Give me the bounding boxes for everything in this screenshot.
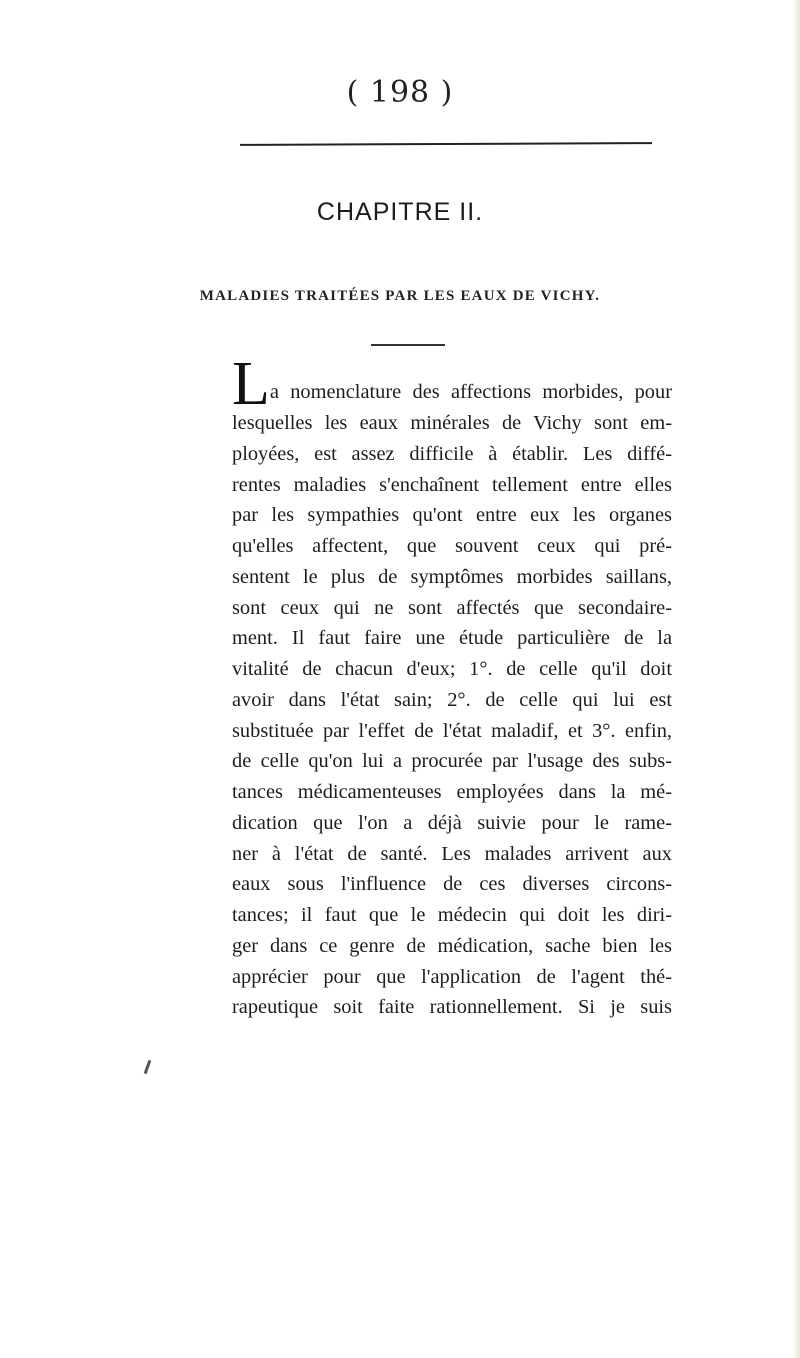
text-line: de celle qu'on lui a procurée par l'usage des subs- xyxy=(232,750,672,773)
page-number: ( 198 ) xyxy=(346,75,454,110)
page-edge-shadow xyxy=(792,0,800,1358)
text-line: ployées, est assez difficile à établir. Les diffé- xyxy=(232,442,672,465)
text-line: vitalité de chacun d'eux; 1°. de celle qu'il doit xyxy=(232,658,672,680)
ink-mark xyxy=(144,1060,152,1074)
text-line: ment. Il faut faire une étude particulière de la xyxy=(232,627,672,650)
text-line: ner à l'état de santé. Les malades arrivent aux xyxy=(232,842,672,865)
text-line: ger dans ce genre de médication, sache bien les xyxy=(232,934,672,957)
text-line: rapeutique soit faite rationnellement. Si je suis xyxy=(232,996,672,1019)
text-line: par les sympathies qu'ont entre eux les organes xyxy=(232,504,672,527)
drop-cap-letter: L xyxy=(232,350,270,418)
text-line: sentent le plus de symptômes morbides saillans, xyxy=(232,565,672,588)
chapter-subtitle: MALADIES TRAITÉES PAR LES EAUX DE VICHY. xyxy=(199,288,601,304)
text-line: dication que l'on a déjà suivie pour le rame- xyxy=(232,811,672,834)
text-line: apprécier pour que l'application de l'agent thé- xyxy=(232,965,672,988)
text-line xyxy=(232,350,672,418)
section-divider xyxy=(371,344,445,346)
first-line-text: a nomenclature des affections morbides, pour xyxy=(269,381,672,403)
text-line: rentes maladies s'enchaînent tellement entre elles xyxy=(232,473,672,496)
header-rule xyxy=(240,142,652,146)
text-line: tances médicamenteuses employées dans la mé- xyxy=(232,781,672,803)
text-line: avoir dans l'état sain; 2°. de celle qui lui est xyxy=(232,688,672,711)
text-line: substituée par l'effet de l'état maladif, et 3°. enfin, xyxy=(232,719,672,742)
text-line: tances; il faut que le médecin qui doit les diri- xyxy=(232,904,672,926)
body-paragraph xyxy=(232,350,672,1023)
text-line: eaux sous l'influence de ces diverses circons- xyxy=(232,873,672,896)
chapter-title: CHAPITRE II. xyxy=(316,198,484,226)
text-line: lesquelles les eaux minérales de Vichy sont em- xyxy=(232,412,672,434)
text-line: sont ceux qui ne sont affectés que secondaire- xyxy=(232,596,672,619)
text-line: qu'elles affectent, que souvent ceux qui pré- xyxy=(232,535,672,557)
